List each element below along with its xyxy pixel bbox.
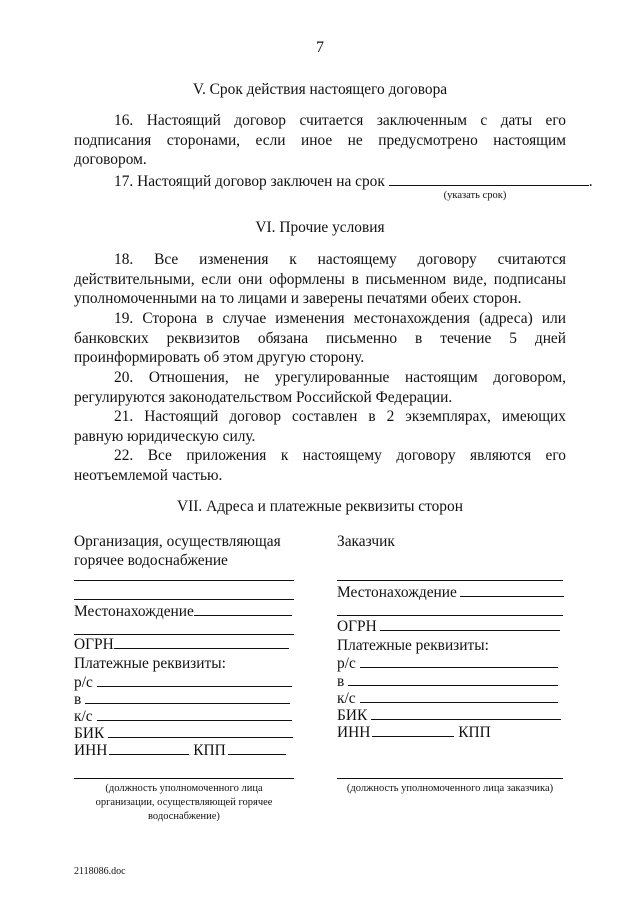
right-bik-blank — [371, 706, 561, 720]
left-ogrn-label: ОГРН — [74, 636, 114, 653]
right-v-blank — [348, 672, 558, 686]
clause-17-end: . — [588, 173, 593, 190]
right-payment-label: Платежные реквизиты: — [337, 637, 489, 654]
right-ogrn-row — [337, 617, 560, 637]
right-blank-line-1 — [337, 580, 563, 581]
left-caption-line2: организации, осуществляющей горячее — [95, 797, 273, 808]
right-signature-line — [337, 778, 563, 779]
right-ogrn-label: ОГРН — [337, 618, 377, 635]
right-rs-blank — [360, 654, 558, 668]
left-caption-line3: водоснабжение) — [148, 811, 220, 822]
left-ogrn-blank — [114, 635, 289, 649]
right-kpp-label: КПП — [458, 724, 491, 741]
left-location-blank — [194, 602, 292, 616]
left-location-row — [74, 602, 292, 622]
clause-22: 22. Все приложения к настоящему договору являются его неотъемлемой частью. — [74, 447, 566, 484]
right-ks-label: к/с — [337, 690, 356, 707]
right-location-row — [337, 583, 564, 603]
left-kpp-blank — [228, 741, 286, 755]
left-location-label: Местонахождение — [74, 603, 194, 620]
clause-18: 18. Все изменения к настоящему договору считаются действительными, если они оформлены в письменном виде, подписаны уполномоченными на то лицами и заверены печатями обеих сторон. — [74, 251, 566, 308]
right-bik-label: БИК — [337, 707, 368, 724]
section-7-title: VII. Адреса и платежные реквизиты сторон — [177, 498, 463, 515]
right-inn-blank — [372, 723, 454, 737]
file-name-footer: 2118086.doc — [74, 866, 126, 877]
clause-16: 16. Настоящий договор считается заключенным с даты его подписания сторонами, если иное не предусмотрено настоящим договором. — [74, 112, 566, 169]
right-location-label: Местонахождение — [337, 584, 457, 601]
right-v-label: в — [337, 673, 345, 690]
left-heading-line2: горячее водоснабжение — [74, 552, 228, 569]
right-rs-row — [337, 654, 558, 674]
section-6-title: VI. Прочие условия — [255, 219, 385, 236]
right-location-blank — [460, 583, 564, 597]
left-v-blank — [85, 690, 290, 704]
section-5-title: V. Срок действия настоящего договора — [192, 81, 448, 98]
left-signature-line — [74, 778, 294, 779]
left-caption-line1: (должность уполномоченного лица — [105, 783, 263, 794]
left-ks-label: к/с — [74, 708, 93, 725]
right-blank-line-2 — [337, 615, 563, 616]
left-ogrn-row — [74, 635, 289, 655]
page-number: 7 — [316, 39, 324, 56]
term-blank — [389, 171, 589, 186]
left-blank-line-2 — [74, 599, 294, 600]
left-ks-blank — [97, 707, 292, 721]
right-inn-label: ИНН — [337, 724, 371, 741]
clause-19: 19. Сторона в случае изменения местонахождения (адреса) или банковских реквизитов обязана письменно в течение 5 дней проинформировать об этом другую сторону. — [74, 310, 566, 367]
left-v-label: в — [74, 691, 82, 708]
left-blank-line-1 — [74, 580, 294, 581]
right-inn-kpp-row — [337, 723, 491, 743]
left-heading-line1: Организация, осуществляющая — [74, 533, 281, 550]
term-hint: (указать срок) — [443, 190, 507, 201]
clause-21: 21. Настоящий договор составлен в 2 экземплярах, имеющих равную юридическую силу. — [74, 408, 566, 445]
left-payment-label: Платежные реквизиты: — [74, 655, 226, 672]
left-rs-label: р/с — [74, 674, 93, 691]
left-inn-blank — [109, 741, 189, 755]
right-signature-caption: (должность уполномоченного лица заказчика) — [346, 783, 554, 794]
left-rs-blank — [97, 673, 292, 687]
left-inn-label: ИНН — [74, 742, 108, 759]
right-ogrn-blank — [380, 617, 560, 631]
left-inn-kpp-row — [74, 741, 286, 761]
left-bik-label: БИК — [74, 725, 105, 742]
left-bik-blank — [108, 724, 293, 738]
clause-17-text: 17. Настоящий договор заключен на срок — [114, 173, 385, 190]
right-rs-label: р/с — [337, 655, 356, 672]
clause-20: 20. Отношения, не урегулированные настоящим договором, регулируются законодательством Российской Федерации. — [74, 369, 566, 406]
right-ks-blank — [360, 689, 558, 703]
right-heading: Заказчик — [337, 533, 395, 550]
left-kpp-label: КПП — [193, 742, 226, 759]
left-signature-caption — [74, 782, 294, 824]
